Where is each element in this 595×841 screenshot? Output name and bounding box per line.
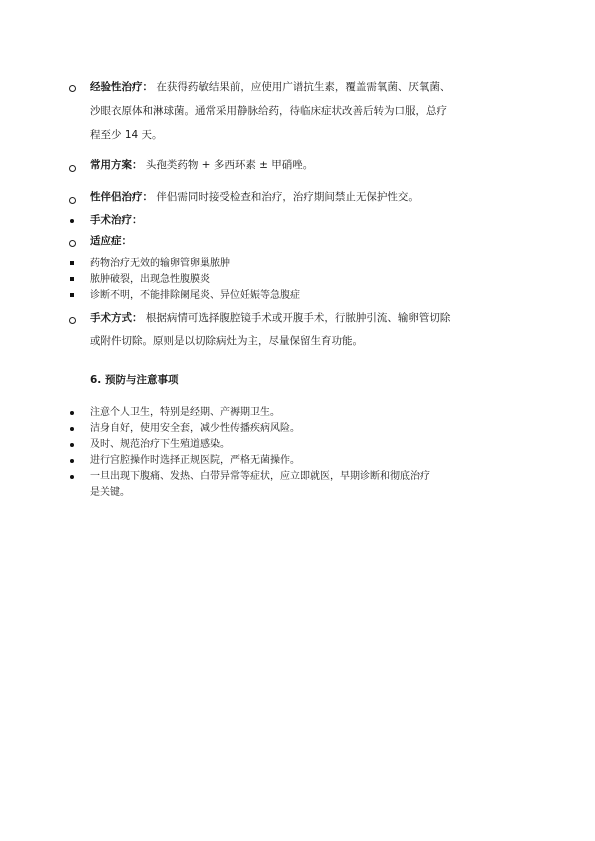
filled-circle-bullet-icon bbox=[70, 459, 74, 463]
method-line-1 bbox=[90, 308, 450, 329]
method-line-2: 或附件切除。原则是以切除病灶为主，尽量保留生育功能。 bbox=[90, 335, 363, 347]
prevention-item-3: 及时、规范治疗下生殖道感染。 bbox=[90, 439, 230, 450]
indications-title: 适应症： bbox=[90, 235, 132, 247]
surgery-title: 手术治疗： bbox=[90, 214, 143, 226]
square-bullet-icon bbox=[70, 293, 74, 297]
section-heading: 6. 预防与注意事项 bbox=[90, 374, 179, 386]
experience-line-2: 沙眼衣原体和淋球菌。通常采用静脉给药，待临床症状改善后转为口服，总疗 bbox=[90, 105, 447, 117]
partner-label: 性伴侣治疗： bbox=[90, 191, 153, 203]
square-bullet-icon bbox=[70, 261, 74, 265]
regimen-text: 头孢类药物 + 多西环素 ± 甲硝唑。 bbox=[145, 159, 314, 171]
filled-circle-bullet-icon bbox=[70, 411, 74, 415]
indication-item-3: 诊断不明，不能排除阑尾炎、异位妊娠等急腹症 bbox=[90, 290, 300, 301]
prevention-item-4: 进行宫腔操作时选择正规医院，严格无菌操作。 bbox=[90, 455, 300, 466]
prevention-item-1: 注意个人卫生，特别是经期、产褥期卫生。 bbox=[90, 407, 280, 418]
method-label: 手术方式： bbox=[90, 312, 143, 324]
indication-item-2: 脓肿破裂，出现急性腹膜炎 bbox=[90, 274, 210, 285]
experience-label: 经验性治疗： bbox=[90, 81, 153, 93]
regimen-line bbox=[90, 155, 313, 176]
regimen-label: 常用方案： bbox=[90, 159, 143, 171]
hollow-circle-bullet-icon bbox=[69, 317, 76, 324]
experience-line-3: 程至少 14 天。 bbox=[90, 129, 163, 141]
prevention-item-2: 洁身自好，使用安全套，减少性传播疾病风险。 bbox=[90, 423, 300, 434]
filled-circle-bullet-icon bbox=[70, 443, 74, 447]
filled-circle-bullet-icon bbox=[70, 427, 74, 431]
filled-circle-bullet-icon bbox=[70, 219, 74, 223]
partner-line bbox=[90, 187, 419, 208]
method-text-1: 根据病情可选择腹腔镜手术或开腹手术，行脓肿引流、输卵管切除 bbox=[145, 312, 451, 324]
indication-item-1: 药物治疗无效的输卵管卵巢脓肿 bbox=[90, 258, 230, 269]
hollow-circle-bullet-icon bbox=[69, 240, 76, 247]
filled-circle-bullet-icon bbox=[70, 475, 74, 479]
experience-text-1: 在获得药敏结果前，应使用广谱抗生素，覆盖需氧菌、厌氧菌、 bbox=[156, 81, 451, 93]
hollow-circle-bullet-icon bbox=[69, 165, 76, 172]
experience-line-1 bbox=[90, 77, 450, 98]
square-bullet-icon bbox=[70, 277, 74, 281]
prevention-item-5-cont: 是关键。 bbox=[90, 487, 130, 498]
hollow-circle-bullet-icon bbox=[69, 197, 76, 204]
partner-text: 伴侣需同时接受检查和治疗，治疗期间禁止无保护性交。 bbox=[156, 191, 419, 203]
hollow-circle-bullet-icon bbox=[69, 85, 76, 92]
prevention-item-5: 一旦出现下腹痛、发热、白带异常等症状，应立即就医，早期诊断和彻底治疗 bbox=[90, 471, 430, 482]
